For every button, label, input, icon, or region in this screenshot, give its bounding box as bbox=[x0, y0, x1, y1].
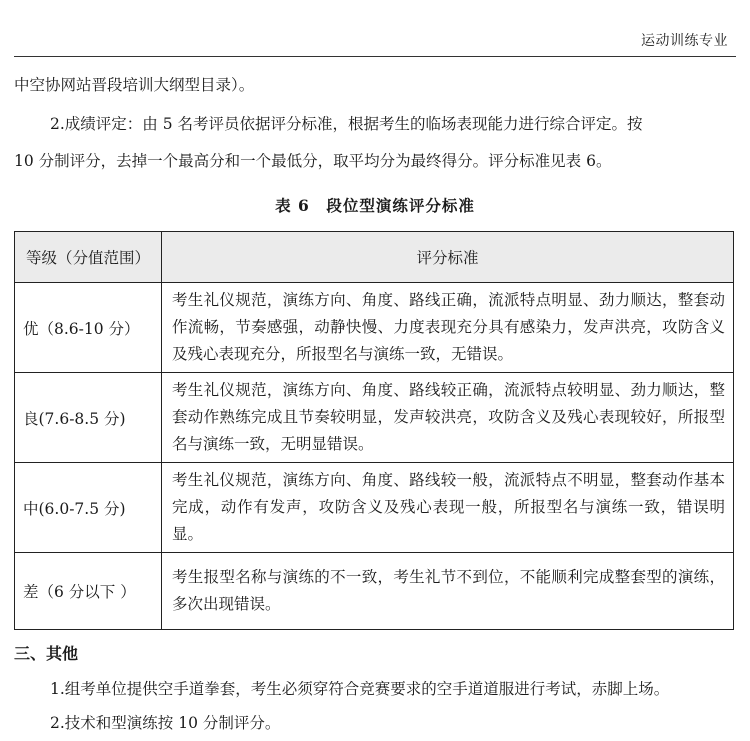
grade-cell: 优（8.6-10 分） bbox=[15, 283, 162, 373]
header-rule bbox=[14, 56, 736, 57]
body-line-2: 2.成绩评定：由 5 名考评员依据评分标准，根据考生的临场表现能力进行综合评定。按 bbox=[50, 115, 643, 133]
body-line-3: 10 分制评分，去掉一个最高分和一个最低分，取平均分为最终得分。评分标准见表 6。 bbox=[14, 152, 612, 170]
body-line-1: 中空协网站晋段培训大纲型目录）。 bbox=[14, 76, 255, 94]
criteria-cell: 考生礼仪规范，演练方向、角度、路线正确，流派特点明显、劲力顺达，整套动作流畅，节奏感强，动静快慢、力度表现充分具有感染力，发声洪亮，攻防含义及残心表现充分，所报型名与演练一致，无错误。 bbox=[162, 283, 734, 373]
list-item: 1.组考单位提供空手道拳套，考生必须穿符合竞赛要求的空手道道服进行考试，赤脚上场。 bbox=[50, 680, 670, 698]
table-row bbox=[15, 553, 734, 630]
grade-cell: 差（6 分以下 ） bbox=[15, 553, 162, 630]
grade-cell: 中(6.0-7.5 分) bbox=[15, 463, 162, 553]
page-header bbox=[0, 0, 750, 56]
table-row bbox=[15, 463, 734, 553]
list-item: 2.技术和型演练按 10 分制评分。 bbox=[50, 714, 281, 732]
criteria-cell: 考生礼仪规范，演练方向、角度、路线较正确，流派特点较明显、劲力顺达，整套动作熟练完成且节奏较明显，发声较洪亮，攻防含义及残心表现较好，所报型名与演练一致，无明显错误。 bbox=[162, 373, 734, 463]
table-row bbox=[15, 283, 734, 373]
grading-table bbox=[14, 231, 734, 630]
table-caption: 表 6 段位型演练评分标准 bbox=[275, 196, 475, 215]
section-heading: 三、其他 bbox=[14, 644, 79, 663]
table-row bbox=[15, 373, 734, 463]
criteria-cell: 考生礼仪规范，演练方向、角度、路线较一般，流派特点不明显，整套动作基本完成，动作有发声，攻防含义及残心表现一般，所报型名与演练一致，错误明显。 bbox=[162, 463, 734, 553]
table-header-row bbox=[15, 232, 734, 283]
header-grade: 等级（分值范围） bbox=[15, 232, 162, 283]
header-criteria: 评分标准 bbox=[162, 232, 734, 283]
criteria-cell: 考生报型名称与演练的不一致，考生礼节不到位，不能顺利完成整套型的演练，多次出现错误。 bbox=[162, 553, 734, 630]
header-title: 运动训练专业 bbox=[641, 33, 728, 49]
grade-cell: 良(7.6-8.5 分) bbox=[15, 373, 162, 463]
